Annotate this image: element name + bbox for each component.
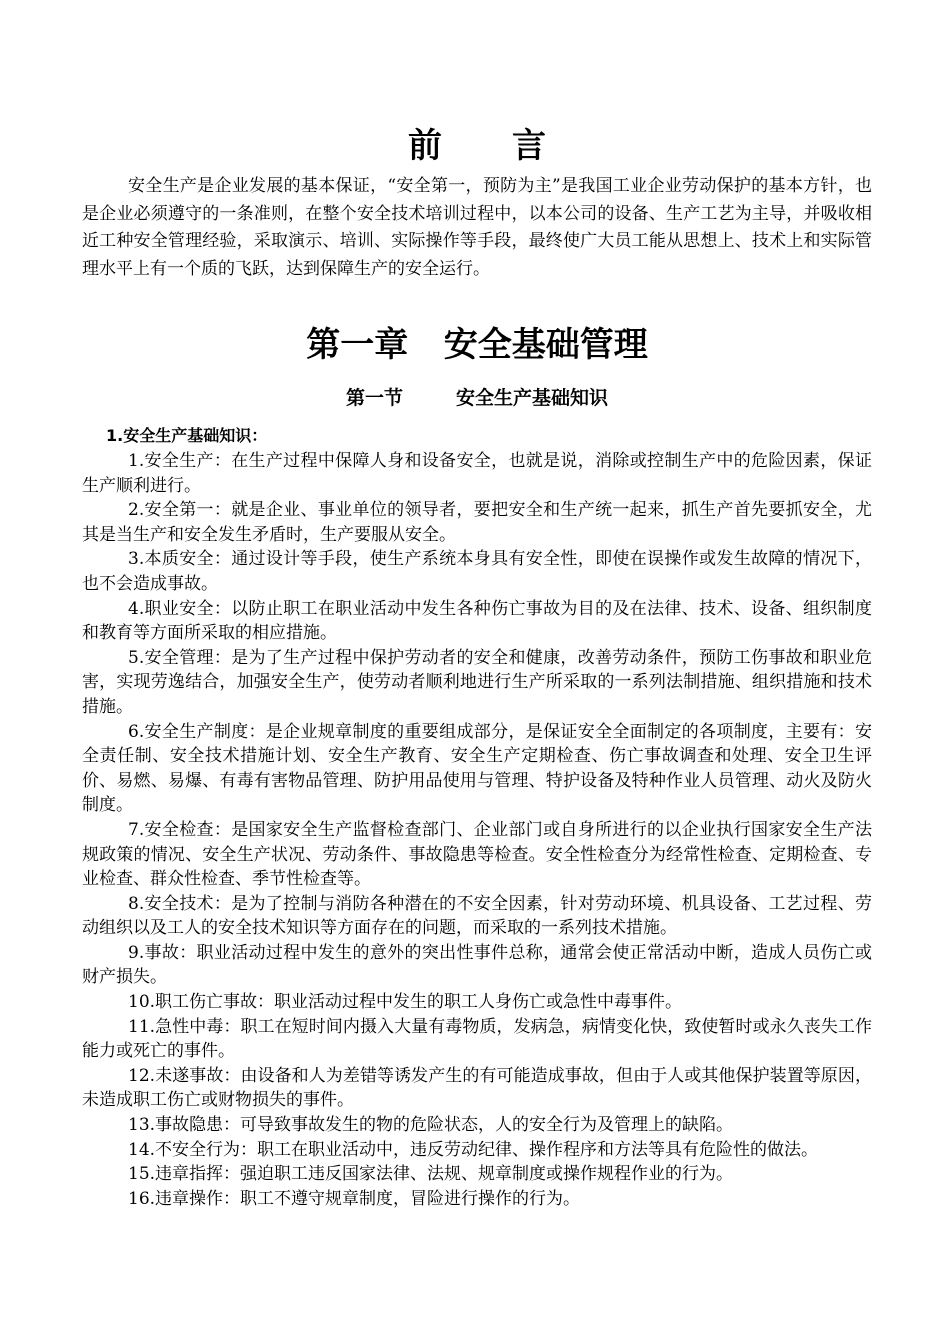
subheading: 1.安全生产基础知识：: [106, 426, 268, 445]
definition-item: 6.安全生产制度：是企业规章制度的重要组成部分，是保证安全全面制定的各项制度，主要有：安全责任制、安全技术措施计划、安全生产教育、安全生产定期检查、伤亡事故调查和处理、安全卫生评价、易燃、易爆、有毒有害物品管理、防护用品使用与管理、特护设备及特种作业人员管理、动火及防火制度。: [82, 721, 872, 816]
definition-item: 15.违章指挥：强迫职工违反国家法律、法规、规章制度或操作规程作业的行为。: [128, 1164, 734, 1185]
definition-item: 10.职工伤亡事故：职业活动过程中发生的职工人身伤亡或急性中毒事件。: [128, 992, 683, 1013]
definition-item: 1.安全生产：在生产过程中保障人身和设备安全，也就是说，消除或控制生产中的危险因素，保证生产顺利进行。: [82, 451, 872, 496]
definition-list: [82, 449, 872, 1211]
definition-item: 8.安全技术：是为了控制与消防各种潜在的不安全因素，针对劳动环境、机具设备、工艺过程、劳动组织以及工人的安全技术知识等方面存在的问题，而采取的一系列技术措施。: [82, 893, 872, 939]
chapter-title: 第一章 安全基础管理: [306, 325, 648, 365]
definition-item: 5.安全管理：是为了生产过程中保护劳动者的安全和健康，改善劳动条件，预防工伤事故和职业危害，实现劳逸结合，加强安全生产，使劳动者顺利地进行生产所采取的一系列法制措施、组织措施和技术措施。: [82, 647, 872, 717]
definition-item: 9.事故：职业活动过程中发生的意外的突出性事件总称，通常会使正常活动中断，造成人员伤亡或财产损失。: [82, 942, 872, 988]
section-title: 第一节 安全生产基础知识: [346, 387, 608, 409]
definition-item: 14.不安全行为：职工在职业活动中，违反劳动纪律、操作程序和方法等具有危险性的做法。: [128, 1139, 819, 1160]
definition-item: 12.未遂事故：由设备和人为差错等诱发产生的有可能造成事故，但由于人或其他保护装置等原因，未造成职工伤亡或财物损失的事件。: [82, 1065, 872, 1111]
preface-title: 前言: [408, 126, 616, 166]
definition-item: 4.职业安全：以防止职工在职业活动中发生各种伤亡事故为目的及在法律、技术、设备、组织制度和教育等方面所采取的相应措施。: [82, 598, 872, 644]
definition-item: 11.急性中毒：职工在短时间内摄入大量有毒物质，发病急，病情变化快，致使暂时或永久丧失工作能力或死亡的事件。: [82, 1016, 872, 1062]
definition-item: 16.违章操作：职工不遵守规章制度，冒险进行操作的行为。: [128, 1188, 581, 1209]
definition-item: 7.安全检查：是国家安全生产监督检查部门、企业部门或自身所进行的以企业执行国家安全生产法规政策的情况、安全生产状况、劳动条件、事故隐患等检查。安全性检查分为经常性检查、定期检查、专业检查、群众性检查、季节性检查等。: [82, 819, 872, 890]
definition-item: 2.安全第一：就是企业、事业单位的领导者，要把安全和生产统一起来，抓生产首先要抓安全，尤其是当生产和安全发生矛盾时，生产要服从安全。: [82, 500, 872, 545]
definition-item: 13.事故隐患：可导致事故发生的物的危险状态，人的安全行为及管理上的缺陷。: [128, 1115, 734, 1136]
preface-paragraph: 安全生产是企业发展的基本保证，“安全第一，预防为主”是我国工业企业劳动保护的基本方针，也是企业必须遵守的一条准则，在整个安全技术培训过程中，以本公司的设备、生产工艺为主导，并吸收相近工种安全管理经验，采取演示、培训、实际操作等手段，最终使广大员工能从思想上、技术上和实际管理水平上有一个质的飞跃，达到保障生产的安全运行。: [82, 176, 872, 279]
definition-item: 3.本质安全：通过设计等手段，使生产系统本身具有安全性，即使在误操作或发生故障的情况下，也不会造成事故。: [82, 549, 872, 594]
